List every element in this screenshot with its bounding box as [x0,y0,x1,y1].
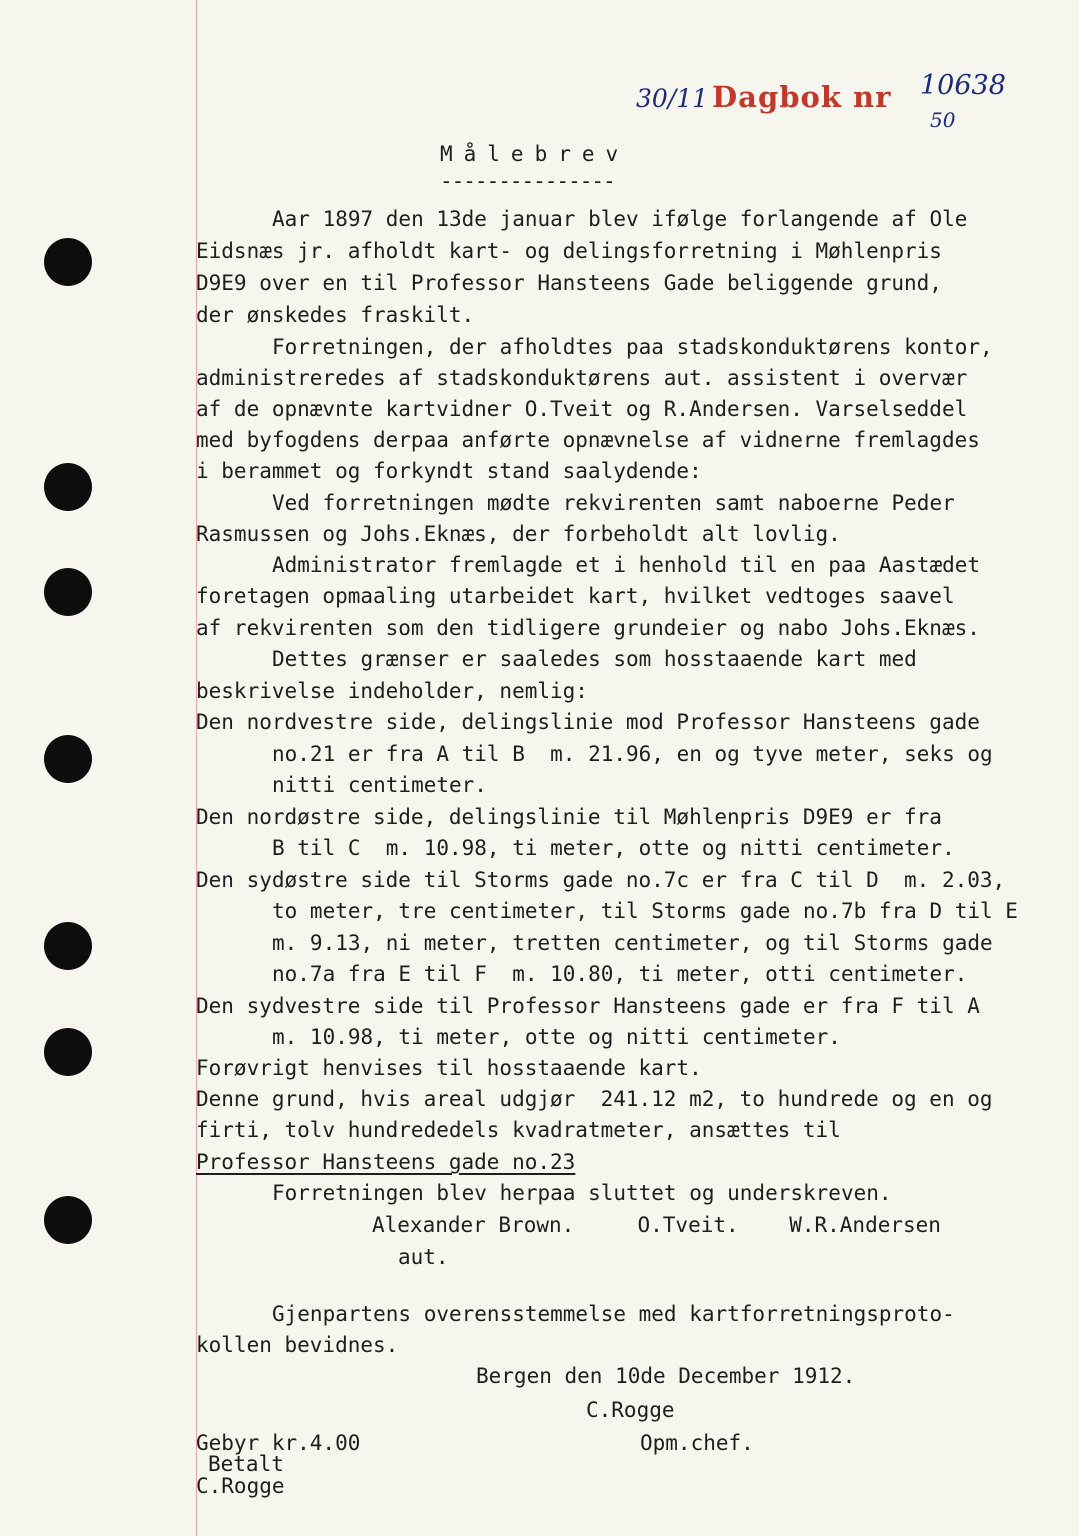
body-line: Den nordvestre side, delingslinie mod Professor Hansteens gade [196,710,980,734]
body-line: Ved forretningen mødte rekvirenten samt naboerne Peder [272,491,955,515]
stamp-number: 10638 [920,70,1006,101]
body-line: firti, tolv hundrededels kvadratmeter, ansættes til [196,1118,841,1142]
fee-line: C.Rogge [196,1474,285,1498]
body-line: Den nordøstre side, delingslinie til Møhlenpris D9E9 er fra [196,805,942,829]
body-line: aut. [398,1245,449,1269]
body-line: Dettes grænser er saaledes som hosstaaende kart med [272,647,917,671]
body-line: Denne grund, hvis areal udgjør 241.12 m2, to hundrede og en og [196,1087,993,1111]
place-date: Bergen den 10de December 1912. [476,1364,856,1388]
body-line: beskrivelse indeholder, nemlig: [196,679,588,703]
body-line: af rekvirenten som den tidligere grundeier og nabo Johs.Eknæs. [196,616,980,640]
body-line: Forøvrigt henvises til hosstaaende kart. [196,1056,702,1080]
body-line: Eidsnæs jr. afholdt kart- og delingsforretning i Møhlenpris [196,239,942,263]
body-line: administreredes af stadskonduktørens aut. assistent i overvær [196,366,968,390]
body-line: Aar 1897 den 13de januar blev ifølge forlangende af Ole [272,207,968,231]
stamp-year: 50 [930,108,956,132]
dagbok-stamp: Dagbok nr [712,80,892,114]
certification-line: kollen bevidnes. [196,1333,399,1357]
body-line: m. 9.13, ni meter, tretten centimeter, og til Storms gade [272,931,993,955]
signature-title: Opm.chef. [640,1431,754,1455]
body-line: af de opnævnte kartvidner O.Tveit og R.Andersen. Varselseddel [196,397,968,421]
body-line: der ønskedes fraskilt. [196,303,475,327]
body-line: Rasmussen og Johs.Eknæs, der forbeholdt alt lovlig. [196,522,841,546]
body-line: to meter, tre centimeter, til Storms gade no.7b fra D til E [272,899,1018,923]
punch-hole [44,463,92,511]
body-line: D9E9 over en til Professor Hansteens Gade beliggende grund, [196,271,942,295]
punch-hole [44,1196,92,1244]
body-line: Den sydvestre side til Professor Hansteens gade er fra F til A [196,994,980,1018]
stamp-date: 30/11 [636,84,709,113]
punch-hole [44,1028,92,1076]
body-line: no.21 er fra A til B m. 21.96, en og tyve meter, seks og [272,742,993,766]
address-line: Professor Hansteens gade no.23 [196,1150,576,1174]
title-rule: --------------- [440,169,615,193]
body-line: Administrator fremlagde et i henhold til en paa Aastædet [272,553,981,577]
document-title: Målebrev [440,142,630,166]
body-line: Forretningen, der afholdtes paa stadskonduktørens kontor, [272,335,993,359]
signatures-line: Alexander Brown. O.Tveit. W.R.Andersen [372,1213,941,1237]
signature: C.Rogge [586,1398,675,1422]
body-line: m. 10.98, ti meter, otte og nitti centimeter. [272,1025,841,1049]
punch-hole [44,238,92,286]
body-line: med byfogdens derpaa anførte opnævnelse af vidnerne fremlagdes [196,428,980,452]
punch-hole [44,568,92,616]
body-line: no.7a fra E til F m. 10.80, ti meter, otti centimeter. [272,962,968,986]
body-line: Forretningen blev herpaa sluttet og underskreven. [272,1181,892,1205]
margin-line [196,0,197,1536]
body-line: Den sydøstre side til Storms gade no.7c er fra C til D m. 2.03, [196,868,1006,892]
punch-hole [44,735,92,783]
punch-hole [44,922,92,970]
fee-line: Betalt [208,1452,284,1476]
body-line: nitti centimeter. [272,773,487,797]
fee-line: Gebyr kr.4.00 [196,1431,361,1455]
body-line: B til C m. 10.98, ti meter, otte og nitti centimeter. [272,836,955,860]
body-line: foretagen opmaaling utarbeidet kart, hvilket vedtoges saavel [196,584,955,608]
body-line: i berammet og forkyndt stand saalydende: [196,459,702,483]
certification-line: Gjenpartens overensstemmelse med kartforretningsproto- [272,1302,955,1326]
